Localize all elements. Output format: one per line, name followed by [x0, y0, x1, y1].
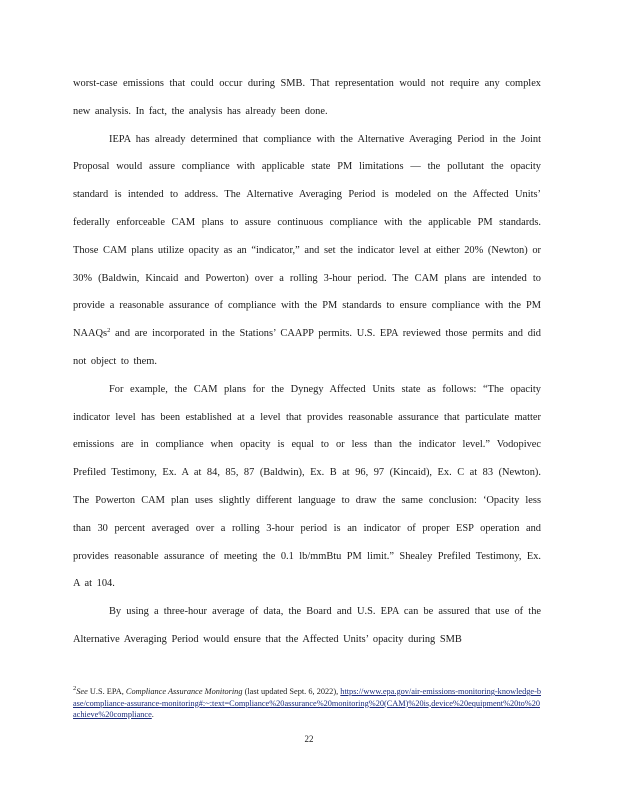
footnote-title: Compliance Assurance Monitoring [125, 687, 243, 696]
footnote-end: . [151, 710, 154, 720]
paragraph-4: By using a three‑hour average of data, the Board and U.S. EPA can be assured that use of the Alternative Averaging Period would ensure that the Affected Units’ opacity during SMB [73, 606, 541, 645]
paragraph-2-text-continued: and are incorporated in the Stations’ CAAPP permits. U.S. EPA reviewed those permits and did not object to them. [73, 328, 541, 367]
footnote-link[interactable]: https://www.epa.gov/air-emissions-monitoring-knowledge-base/compliance-assurance-monitoring#:~:text=Compliance%20assurance%20monitoring%20(CAM)%20is,device%20equipment%20to%20achieve%20compliance [73, 687, 541, 720]
paragraph-2-text: IEPA has already determined that compliance with the Alternative Averaging Period in the Joint Proposal would assure compliance with applicable state PM limitations — the pollutant the opacity standard is intended to address. The Alternative Averaging Period is modeled on the Affected Units’ federally enforceable CAM plans to assure continuous compliance with the applicable PM standards. Those CAM plans utilize opacity as an “indicator,” and set the indicator level at either 20% (Newton) or 30% (Baldwin, Kincaid and Powerton) over a rolling 3‑hour period. The CAM plans are intended to provide a reasonable assurance of compliance with the PM standards to ensure compliance with the PM NAAQs [73, 133, 541, 340]
footnote-reference[interactable]: 2 [107, 327, 111, 335]
footnote-see: See [76, 687, 88, 696]
paragraph-1: worst‑case emissions that could occur during SMB. That representation would not require any complex new analysis. In fact, the analysis has already been done. [73, 78, 541, 117]
footnote [73, 686, 541, 721]
footnote-updated: (last updated Sept. 6, 2022), [242, 687, 341, 696]
footnote-agency: U.S. EPA, [87, 687, 126, 696]
paragraph-3: For example, the CAM plans for the Dynegy Affected Units state as follows: “The opacity indicator level has been established at a level that provides reasonable assurance that particulate matter emissions are in compliance when opacity is equal to or less than the indicator level.” Vodopivec Prefiled Testimony, Ex. A at 84, 85, 87 (Baldwin), Ex. B at 96, 97 (Kincaid), Ex. C at 83 (Newton). The Powerton CAM plan uses slightly different language to draw the same conclusion: ‘Opacity less than 30 percent averaged over a rolling 3‑hour period is an indicator of proper ESP operation and provides reasonable assurance of meeting the 0.1 lb/mmBtu PM limit.” Shealey Prefiled Testimony, Ex. A at 104. [73, 383, 541, 590]
paragraph-2 [73, 126, 541, 376]
body-text [73, 70, 541, 654]
footnote-number: 2 [73, 685, 77, 692]
page-number: 22 [304, 734, 314, 744]
